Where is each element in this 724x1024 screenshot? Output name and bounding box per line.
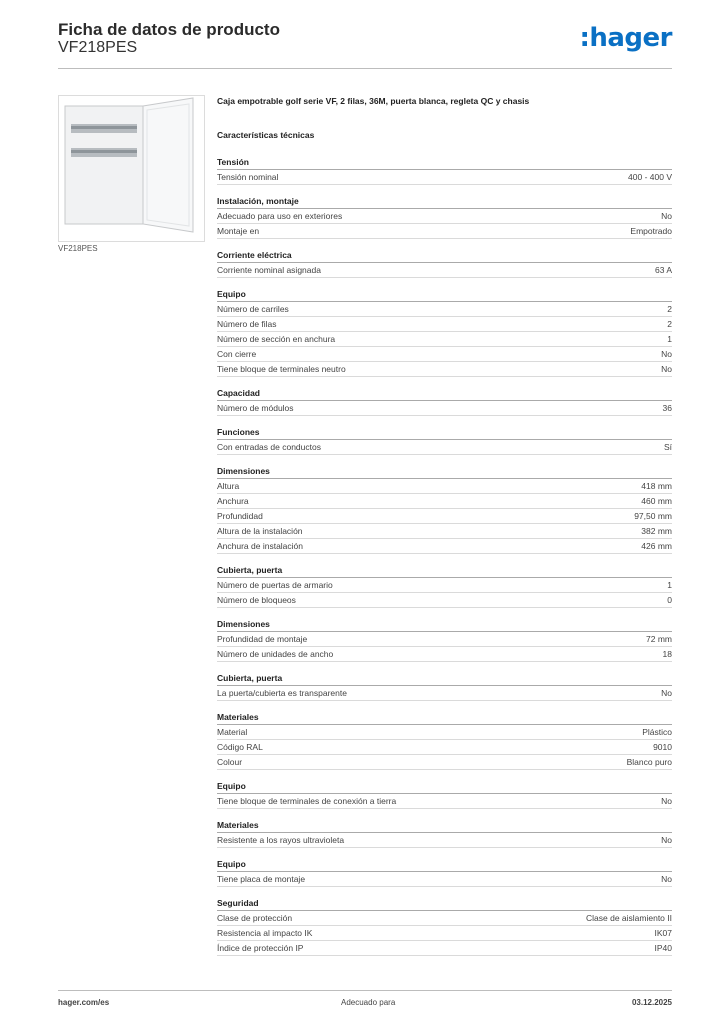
- spec-group-title: Cubierta, puerta: [217, 564, 672, 578]
- spec-group: [217, 780, 672, 809]
- spec-row: [217, 209, 672, 224]
- spec-group: [217, 387, 672, 416]
- spec-label: Tiene placa de montaje: [217, 874, 306, 884]
- spec-row: [217, 578, 672, 593]
- spec-value: No: [661, 835, 672, 845]
- spec-label: Tiene bloque de terminales de conexión a tierra: [217, 796, 397, 806]
- spec-value: 0: [667, 595, 672, 605]
- spec-row: [217, 926, 672, 941]
- spec-group: [217, 465, 672, 554]
- spec-group: [217, 672, 672, 701]
- spec-row: [217, 479, 672, 494]
- spec-group-title: Tensión: [217, 156, 672, 170]
- spec-group: [217, 195, 672, 239]
- product-image: [58, 95, 205, 242]
- spec-label: Número de bloqueos: [217, 595, 296, 605]
- spec-group: [217, 819, 672, 848]
- spec-label: Anchura de instalación: [217, 541, 304, 551]
- spec-group-title: Corriente eléctrica: [217, 249, 672, 263]
- spec-value: 2: [667, 304, 672, 314]
- spec-row: [217, 362, 672, 377]
- spec-label: Montaje en: [217, 226, 260, 236]
- spec-group-title: Materiales: [217, 819, 672, 833]
- spec-group-title: Seguridad: [217, 897, 672, 911]
- spec-label: Resistencia al impacto IK: [217, 928, 313, 938]
- spec-group-title: Materiales: [217, 711, 672, 725]
- spec-value: No: [661, 796, 672, 806]
- spec-groups: [217, 156, 672, 956]
- spec-group-title: Funciones: [217, 426, 672, 440]
- page-title: Ficha de datos de producto: [58, 20, 280, 39]
- footer-divider: [58, 990, 672, 991]
- spec-label: Altura de la instalación: [217, 526, 303, 536]
- spec-row: [217, 740, 672, 755]
- spec-label: Número de unidades de ancho: [217, 649, 334, 659]
- spec-label: Profundidad: [217, 511, 263, 521]
- spec-label: Número de carriles: [217, 304, 289, 314]
- spec-label: Altura: [217, 481, 240, 491]
- spec-value: Plástico: [642, 727, 672, 737]
- footer-website: hager.com/es: [58, 998, 110, 1007]
- spec-row: [217, 725, 672, 740]
- hager-logo: :hager: [579, 23, 672, 53]
- spec-group: [217, 858, 672, 887]
- spec-row: [217, 686, 672, 701]
- spec-label: Anchura: [217, 496, 249, 506]
- spec-label: Tiene bloque de terminales neutro: [217, 364, 346, 374]
- spec-value: Clase de aislamiento II: [586, 913, 672, 923]
- spec-value: 63 A: [654, 265, 672, 275]
- spec-group-title: Equipo: [217, 288, 672, 302]
- spec-row: [217, 302, 672, 317]
- spec-group: [217, 249, 672, 278]
- spec-group: [217, 711, 672, 770]
- spec-label: Colour: [217, 757, 243, 767]
- spec-value: 418 mm: [641, 481, 672, 491]
- spec-row: [217, 632, 672, 647]
- spec-row: [217, 401, 672, 416]
- spec-label: Adecuado para uso en exteriores: [217, 211, 343, 221]
- spec-row: [217, 494, 672, 509]
- spec-value: Blanco puro: [626, 757, 672, 767]
- spec-value: 400 - 400 V: [628, 172, 672, 182]
- spec-row: [217, 524, 672, 539]
- spec-value: No: [661, 211, 672, 221]
- spec-group-title: Equipo: [217, 780, 672, 794]
- footer-center-text: Adecuado para: [341, 998, 396, 1007]
- spec-value: Sí: [663, 442, 672, 452]
- spec-group-title: Capacidad: [217, 387, 672, 401]
- spec-row: [217, 941, 672, 956]
- spec-group: [217, 426, 672, 455]
- spec-value: IP40: [654, 943, 672, 953]
- spec-label: Índice de protección IP: [217, 943, 304, 953]
- spec-label: Con entradas de conductos: [217, 442, 321, 452]
- spec-group-title: Cubierta, puerta: [217, 672, 672, 686]
- spec-row: [217, 539, 672, 554]
- spec-value: Empotrado: [630, 226, 672, 236]
- spec-row: [217, 440, 672, 455]
- spec-value: 36: [662, 403, 672, 413]
- spec-group-title: Dimensiones: [217, 618, 672, 632]
- spec-value: 97,50 mm: [634, 511, 672, 521]
- spec-section: [217, 96, 672, 966]
- spec-value: 382 mm: [641, 526, 672, 536]
- spec-value: 18: [662, 649, 672, 659]
- enclosure-illustration: [59, 96, 204, 241]
- spec-row: [217, 593, 672, 608]
- spec-row: [217, 263, 672, 278]
- spec-row: [217, 872, 672, 887]
- spec-label: Con cierre: [217, 349, 257, 359]
- spec-row: [217, 911, 672, 926]
- spec-value: 460 mm: [641, 496, 672, 506]
- spec-label: Número de filas: [217, 319, 277, 329]
- spec-label: Material: [217, 727, 248, 737]
- spec-value: 72 mm: [646, 634, 672, 644]
- spec-group: [217, 288, 672, 377]
- spec-row: [217, 794, 672, 809]
- spec-group: [217, 897, 672, 956]
- spec-value: IK07: [654, 928, 672, 938]
- spec-label: Número de sección en anchura: [217, 334, 336, 344]
- spec-value: 9010: [653, 742, 672, 752]
- spec-label: Profundidad de montaje: [217, 634, 308, 644]
- spec-group-title: Equipo: [217, 858, 672, 872]
- spec-label: La puerta/cubierta es transparente: [217, 688, 347, 698]
- product-code: VF218PES: [58, 39, 138, 56]
- spec-row: [217, 170, 672, 185]
- spec-group: [217, 564, 672, 608]
- spec-value: 426 mm: [641, 541, 672, 551]
- spec-value: No: [661, 364, 672, 374]
- product-description: Caja empotrable golf serie VF, 2 filas, 36M, puerta blanca, regleta QC y chasis: [217, 96, 530, 106]
- spec-row: [217, 647, 672, 662]
- spec-row: [217, 332, 672, 347]
- spec-row: [217, 755, 672, 770]
- spec-row: [217, 509, 672, 524]
- spec-label: Número de módulos: [217, 403, 294, 413]
- page-header: [58, 20, 672, 70]
- spec-row: [217, 317, 672, 332]
- spec-value: No: [661, 688, 672, 698]
- spec-value: 1: [667, 580, 672, 590]
- spec-label: Número de puertas de armario: [217, 580, 333, 590]
- spec-value: No: [661, 874, 672, 884]
- spec-label: Clase de protección: [217, 913, 293, 923]
- spec-label: Tensión nominal: [217, 172, 279, 182]
- spec-row: [217, 224, 672, 239]
- spec-label: Resistente a los rayos ultravioleta: [217, 835, 345, 845]
- spec-row: [217, 833, 672, 848]
- spec-value: 1: [667, 334, 672, 344]
- spec-group: [217, 156, 672, 185]
- spec-value: No: [661, 349, 672, 359]
- spec-label: Código RAL: [217, 742, 263, 752]
- spec-group-title: Instalación, montaje: [217, 195, 672, 209]
- spec-label: Corriente nominal asignada: [217, 265, 321, 275]
- footer-date: 03.12.2025: [631, 998, 672, 1007]
- image-caption: VF218PES: [58, 244, 98, 253]
- spec-row: [217, 347, 672, 362]
- header-divider: [58, 68, 672, 69]
- tech-heading: Características técnicas: [217, 130, 315, 140]
- spec-value: 2: [667, 319, 672, 329]
- spec-group-title: Dimensiones: [217, 465, 672, 479]
- spec-group: [217, 618, 672, 662]
